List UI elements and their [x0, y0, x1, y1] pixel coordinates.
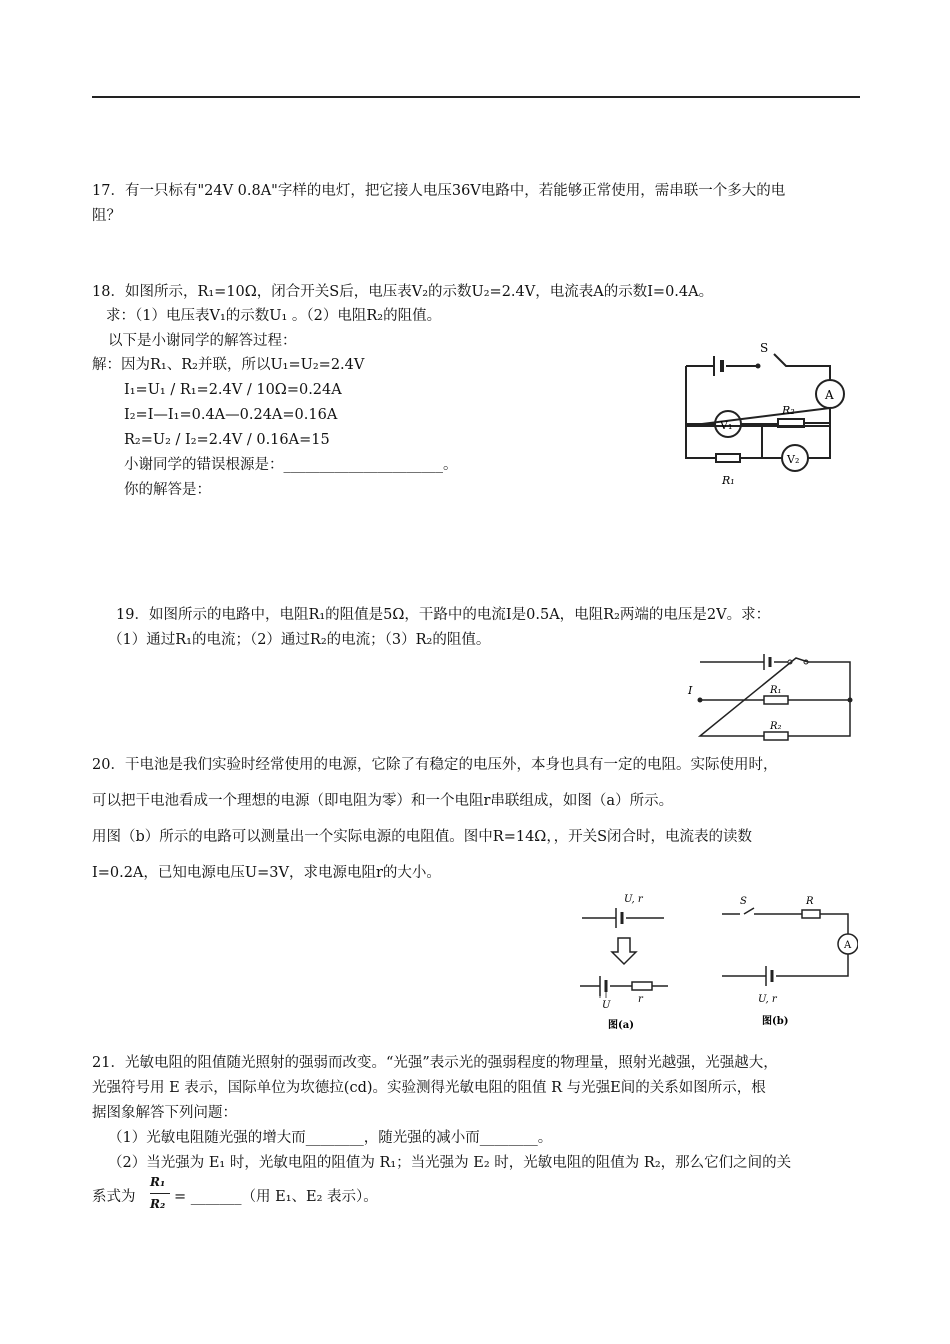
q20-figure-a: [576, 890, 672, 1032]
q18-sol3: I₂=I—I₁=0.4A—0.24A=0.16A: [124, 407, 338, 423]
q17-line2: 阻？: [92, 208, 121, 224]
q18-fig-label-r1: R₁: [722, 474, 735, 487]
q20-figa-label-r: r: [638, 994, 643, 1005]
q20-figb-caption: 图(b): [762, 1016, 789, 1027]
q21-fraction-bar: [150, 1193, 170, 1194]
q18-fig-label-v2: V₂: [787, 453, 800, 466]
q18-error-blank: 小谢同学的错误根源是：______________________。: [124, 457, 458, 473]
q20-line3: 用图（b）所示的电路可以测量出一个实际电源的电阻值。图中R=14Ω，，开关S闭合时，电流表的读数: [92, 829, 753, 845]
q20-line2: 可以把干电池看成一个理想的电源（即电阻为零）和一个电阻r串联组成，如图（a）所示。: [92, 793, 674, 809]
q18-line3: 以下是小谢同学的解答过程：: [108, 333, 297, 349]
q19-fig-label-r2: R₂: [770, 721, 782, 732]
q20-figa-label-u: U: [602, 1000, 611, 1011]
q20-figb-label-a: A: [844, 940, 852, 951]
q20-figa-caption: 图(a): [608, 1020, 634, 1031]
q21-fraction-numerator: R₁: [150, 1175, 166, 1189]
q18-sol2: I₁=U₁ / R₁=2.4V / 10Ω=0.24A: [124, 382, 342, 398]
q17-line1: 17．有一只标有"24V 0.8A"字样的电灯，把它接人电压36V电路中，若能够正常使用，需串联一个多大的电: [92, 183, 786, 199]
header-rule: [92, 96, 860, 98]
q21-line2: 光强符号用 E 表示，国际单位为坎德拉(cd)。实验测得光敏电阻的阻值 R 与光强E间的关系如图所示，根: [92, 1080, 766, 1096]
q18-answer-label: 你的解答是：: [124, 482, 211, 498]
q18-line1: 18．如图所示，R₁=10Ω，闭合开关S后，电压表V₂的示数U₂=2.4V，电流表A的示数I=0.4A。: [92, 284, 714, 300]
q20-figure-b: [716, 890, 858, 1032]
q20-line4: I=0.2A，已知电源电压U=3V，求电源电阻r的大小。: [92, 865, 441, 881]
q20-figa-label-ur: U, r: [624, 894, 643, 905]
q18-line2: 求：（1）电压表V₁的示数U₁ 。（2）电阻R₂的阻值。: [106, 308, 442, 324]
q20-line1: 20．干电池是我们实验时经常使用的电源，它除了有稳定的电压外，本身也具有一定的电阻。实际使用时，: [92, 757, 778, 773]
q19-fig-label-i: I: [688, 684, 693, 697]
q21-line3: 据图象解答下列问题：: [92, 1105, 237, 1121]
q21-line1: 21．光敏电阻的阻值随光照射的强弱而改变。“光强”表示光的强弱程度的物理量，照射光越强，光强越大，: [92, 1055, 778, 1071]
q18-circuit-diagram: [678, 338, 850, 498]
q18-fig-label-a: A: [825, 388, 834, 402]
q20-figb-label-r: R: [806, 896, 814, 907]
q21-line4: （1）光敏电阻随光强的增大而________，随光强的减小而________。: [108, 1130, 553, 1146]
q21-line6-suffix: = _______（用 E₁、E₂ 表示）。: [174, 1189, 378, 1205]
q21-line6-prefix: 系式为: [92, 1189, 136, 1205]
q18-sol1: 解：因为R₁、R₂并联，所以U₁=U₂=2.4V: [92, 357, 365, 373]
q18-sol4: R₂=U₂ / I₂=2.4V / 0.16A=15: [124, 432, 330, 448]
q18-fig-label-r2: R₂: [782, 404, 795, 417]
q18-fig-label-s: S: [760, 341, 769, 355]
q20-figb-label-ur: U, r: [758, 994, 777, 1005]
q19-line1: 19．如图所示的电路中，电阻R₁的阻值是5Ω，干路中的电流I是0.5A，电阻R₂两端的电压是2V。求：: [116, 607, 771, 623]
q21-line5: （2）当光强为 E₁ 时，光敏电阻的阻值为 R₁；当光强为 E₂ 时，光敏电阻的阻值为 R₂，那么它们之间的关: [108, 1155, 792, 1171]
q19-circuit-diagram: [684, 650, 854, 742]
q19-line2: （1）通过R₁的电流；（2）通过R₂的电流；（3）R₂的阻值。: [108, 632, 491, 648]
q20-figb-label-s: S: [740, 896, 747, 907]
q19-fig-label-r1: R₁: [770, 685, 782, 696]
q21-fraction-denominator: R₂: [150, 1197, 166, 1211]
q18-fig-label-v1: V₁: [720, 419, 733, 432]
